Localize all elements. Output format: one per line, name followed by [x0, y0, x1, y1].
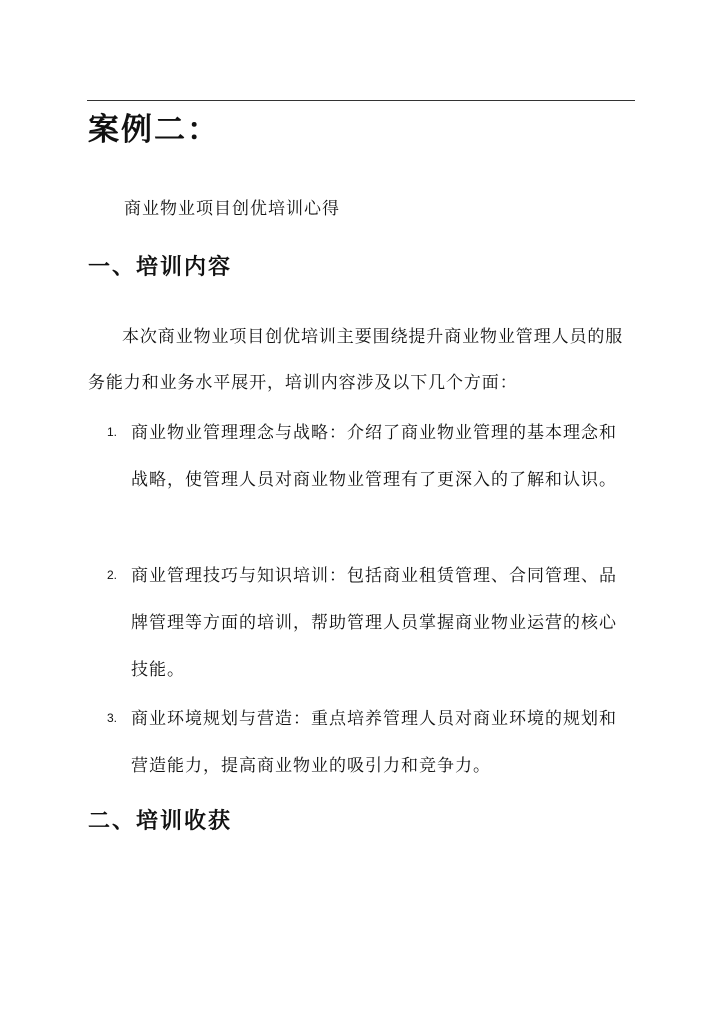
list-item-text: 商业管理技巧与知识培训：包括商业租赁管理、合同管理、品牌管理等方面的培训，帮助管理人员掌握商业物业运营的核心技能。	[131, 566, 617, 680]
list-item	[88, 410, 636, 504]
intro-paragraph: 本次商业物业项目创优培训主要围绕提升商业物业管理人员的服务能力和业务水平展开，培训内容涉及以下几个方面：	[88, 327, 624, 393]
list-item-text: 商业环境规划与营造：重点培养管理人员对商业环境的规划和营造能力，提高商业物业的吸引力和竞争力。	[131, 709, 617, 776]
list-item	[88, 696, 636, 790]
list-item-number: 2.	[107, 568, 118, 582]
list-item-number: 1.	[107, 425, 118, 439]
case-title: 案例二：	[88, 112, 220, 148]
section-heading-training-gains: 二、培训收获	[88, 808, 233, 834]
list-item	[88, 553, 636, 694]
header-rule	[87, 100, 635, 101]
list-item-number: 3.	[107, 711, 118, 725]
list-item-text: 商业物业管理理念与战略：介绍了商业物业管理的基本理念和战略，使管理人员对商业物业管理有了更深入的了解和认识。	[131, 423, 617, 490]
document-subtitle: 商业物业项目创优培训心得	[124, 199, 340, 219]
section-heading-training-content: 一、培训内容	[88, 254, 233, 280]
